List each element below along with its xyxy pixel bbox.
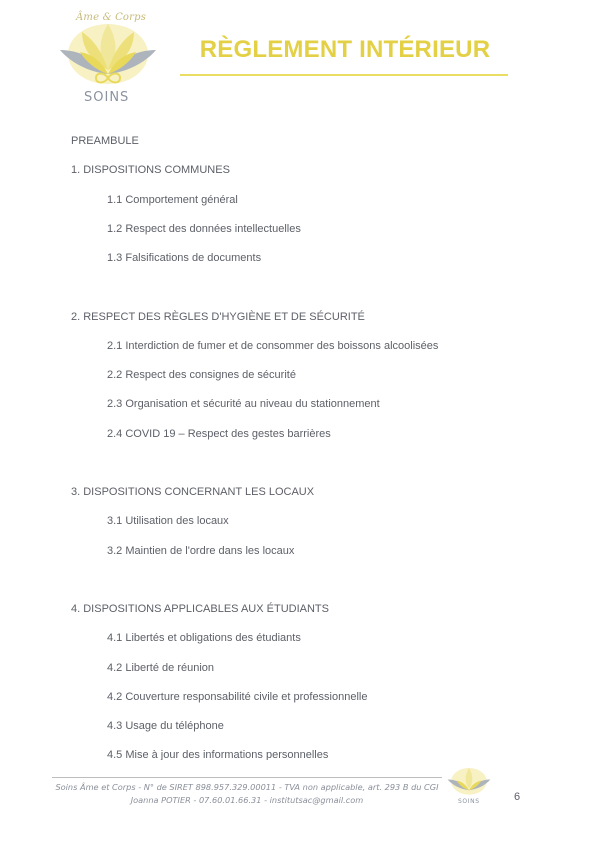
toc-heading: PREAMBULE	[71, 135, 139, 147]
toc-subitem: 4.1 Libertés et obligations des étudiants	[107, 632, 301, 644]
toc-subitem: 1.3 Falsifications de documents	[107, 252, 262, 264]
toc-subitem: 2.1 Interdiction de fumer et de consommer des boissons alcoolisées	[107, 340, 439, 352]
page-number: 6	[514, 791, 521, 803]
footer-divider	[52, 777, 442, 778]
toc-subitem: 2.3 Organisation et sécurité au niveau du stationnement	[107, 398, 380, 410]
page-title: RÈGLEMENT INTÉRIEUR	[199, 36, 491, 63]
logo-name: SOINS	[84, 90, 130, 105]
toc-subitem: 2.4 COVID 19 – Respect des gestes barrières	[107, 428, 331, 440]
toc-subitem: 4.3 Usage du téléphone	[107, 720, 224, 732]
toc-subitem: 4.2 Liberté de réunion	[107, 662, 215, 674]
toc-subitem: 2.2 Respect des consignes de sécurité	[107, 369, 296, 381]
toc-subitem: 4.5 Mise à jour des informations personnelles	[107, 749, 329, 760]
toc-heading: 3. DISPOSITIONS CONCERNANT LES LOCAUX	[71, 486, 315, 498]
toc-heading: 1. DISPOSITIONS COMMUNES	[71, 164, 230, 176]
toc-subitem: 3.2 Maintien de l'ordre dans les locaux	[107, 545, 295, 557]
toc-heading: 2. RESPECT DES RÈGLES D'HYGIÈNE ET DE SÉCURITÉ	[71, 311, 365, 323]
toc-subitem: 3.1 Utilisation des locaux	[107, 515, 229, 527]
logo-script-text: Âme & Corps	[76, 12, 147, 23]
footer-logo-name: SOINS	[458, 798, 480, 805]
lotus-logo-icon	[444, 760, 494, 800]
toc-subitem: 1.1 Comportement général	[107, 194, 238, 206]
footer-logo	[444, 760, 494, 808]
footer-contact-info: Joanna POTIER - 07.60.01.66.31 - institutsac@gmail.com	[130, 795, 364, 805]
toc-heading: 4. DISPOSITIONS APPLICABLES AUX ÉTUDIANTS	[71, 603, 329, 615]
footer-company-info: Soins Âme et Corps - N° de SIRET 898.957.329.00011 - TVA non applicable, art. 293 B du CGI	[55, 782, 439, 792]
toc-subitem: 1.2 Respect des données intellectuelles	[107, 223, 301, 235]
toc-subitem: 4.2 Couverture responsabilité civile et professionnelle	[107, 691, 368, 703]
